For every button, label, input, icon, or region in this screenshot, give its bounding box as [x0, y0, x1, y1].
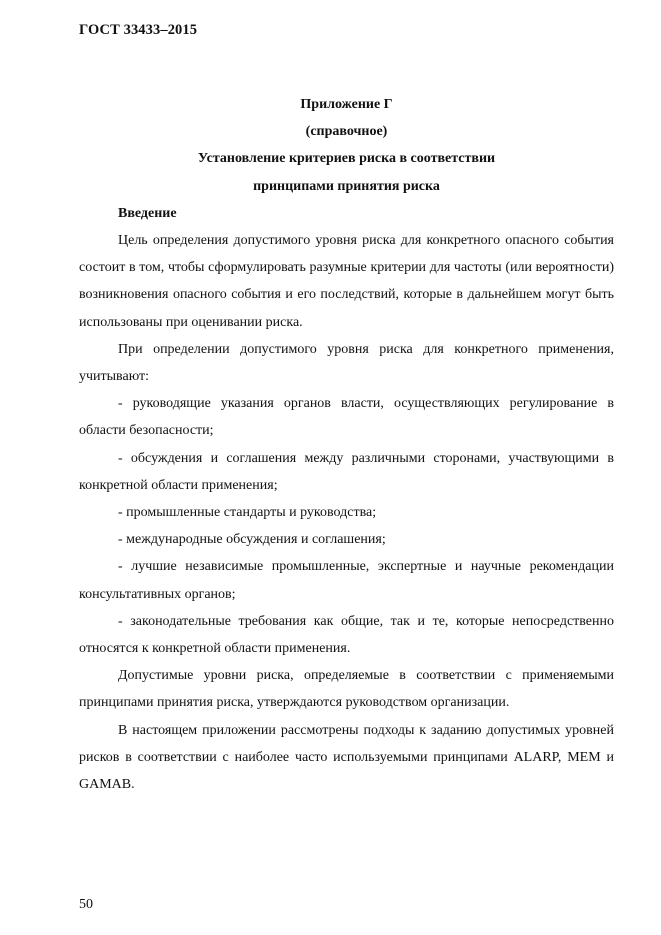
list-item-expert-recommendations: - лучшие независимые промышленные, экспертные и научные рекомендации консультативных органов;	[79, 559, 614, 602]
list-item-discussions-agreements: - обсуждения и соглашения между различными сторонами, участвующими в конкретной области применения;	[79, 450, 614, 493]
appendix-heading-line1: Установление критериев риска в соответствии	[197, 151, 496, 167]
list-item-industry-standards: - промышленные стандарты и руководства;	[118, 505, 377, 521]
page-content	[79, 91, 614, 798]
list-item-authority-guidance: - руководящие указания органов власти, осуществляющих регулирование в области безопасности;	[79, 396, 614, 439]
intro-heading: Введение	[118, 205, 177, 221]
paragraph-considerations-intro: При определении допустимого уровня риска для конкретного применения, учитывают:	[79, 341, 614, 385]
paragraph-approaches: В настоящем приложении рассмотрены подходы к заданию допустимых уровней рисков в соответствии с наиболее часто используемыми принципами ALARP, MEM и GAMAB.	[79, 722, 614, 793]
document-header: ГОСТ 33433–2015	[79, 22, 198, 38]
paragraph-approval: Допустимые уровни риска, определяемые в соответствии с применяемыми принципами принятия риска, утверждаются руководством организации.	[79, 668, 614, 711]
paragraph-purpose: Цель определения допустимого уровня риска для конкретного опасного события состоит в том, чтобы сформулировать разумные критерии для частоты (или вероятности) возникновения опасного события и его последствий, которые в дальнейшем могут быть использованы при оценивании риска.	[79, 233, 614, 330]
appendix-status: (справочное)	[305, 124, 388, 140]
page-number: 50	[79, 897, 93, 912]
list-item-international-discussions: - международные обсуждения и соглашения;	[118, 532, 386, 548]
list-item-legislative-requirements: - законодательные требования как общие, так и те, которые непосредственно относятся к конкретной области применения.	[79, 613, 614, 657]
appendix-title: Приложение Г	[300, 97, 393, 112]
appendix-heading-line2: принципами принятия риска	[253, 178, 440, 194]
